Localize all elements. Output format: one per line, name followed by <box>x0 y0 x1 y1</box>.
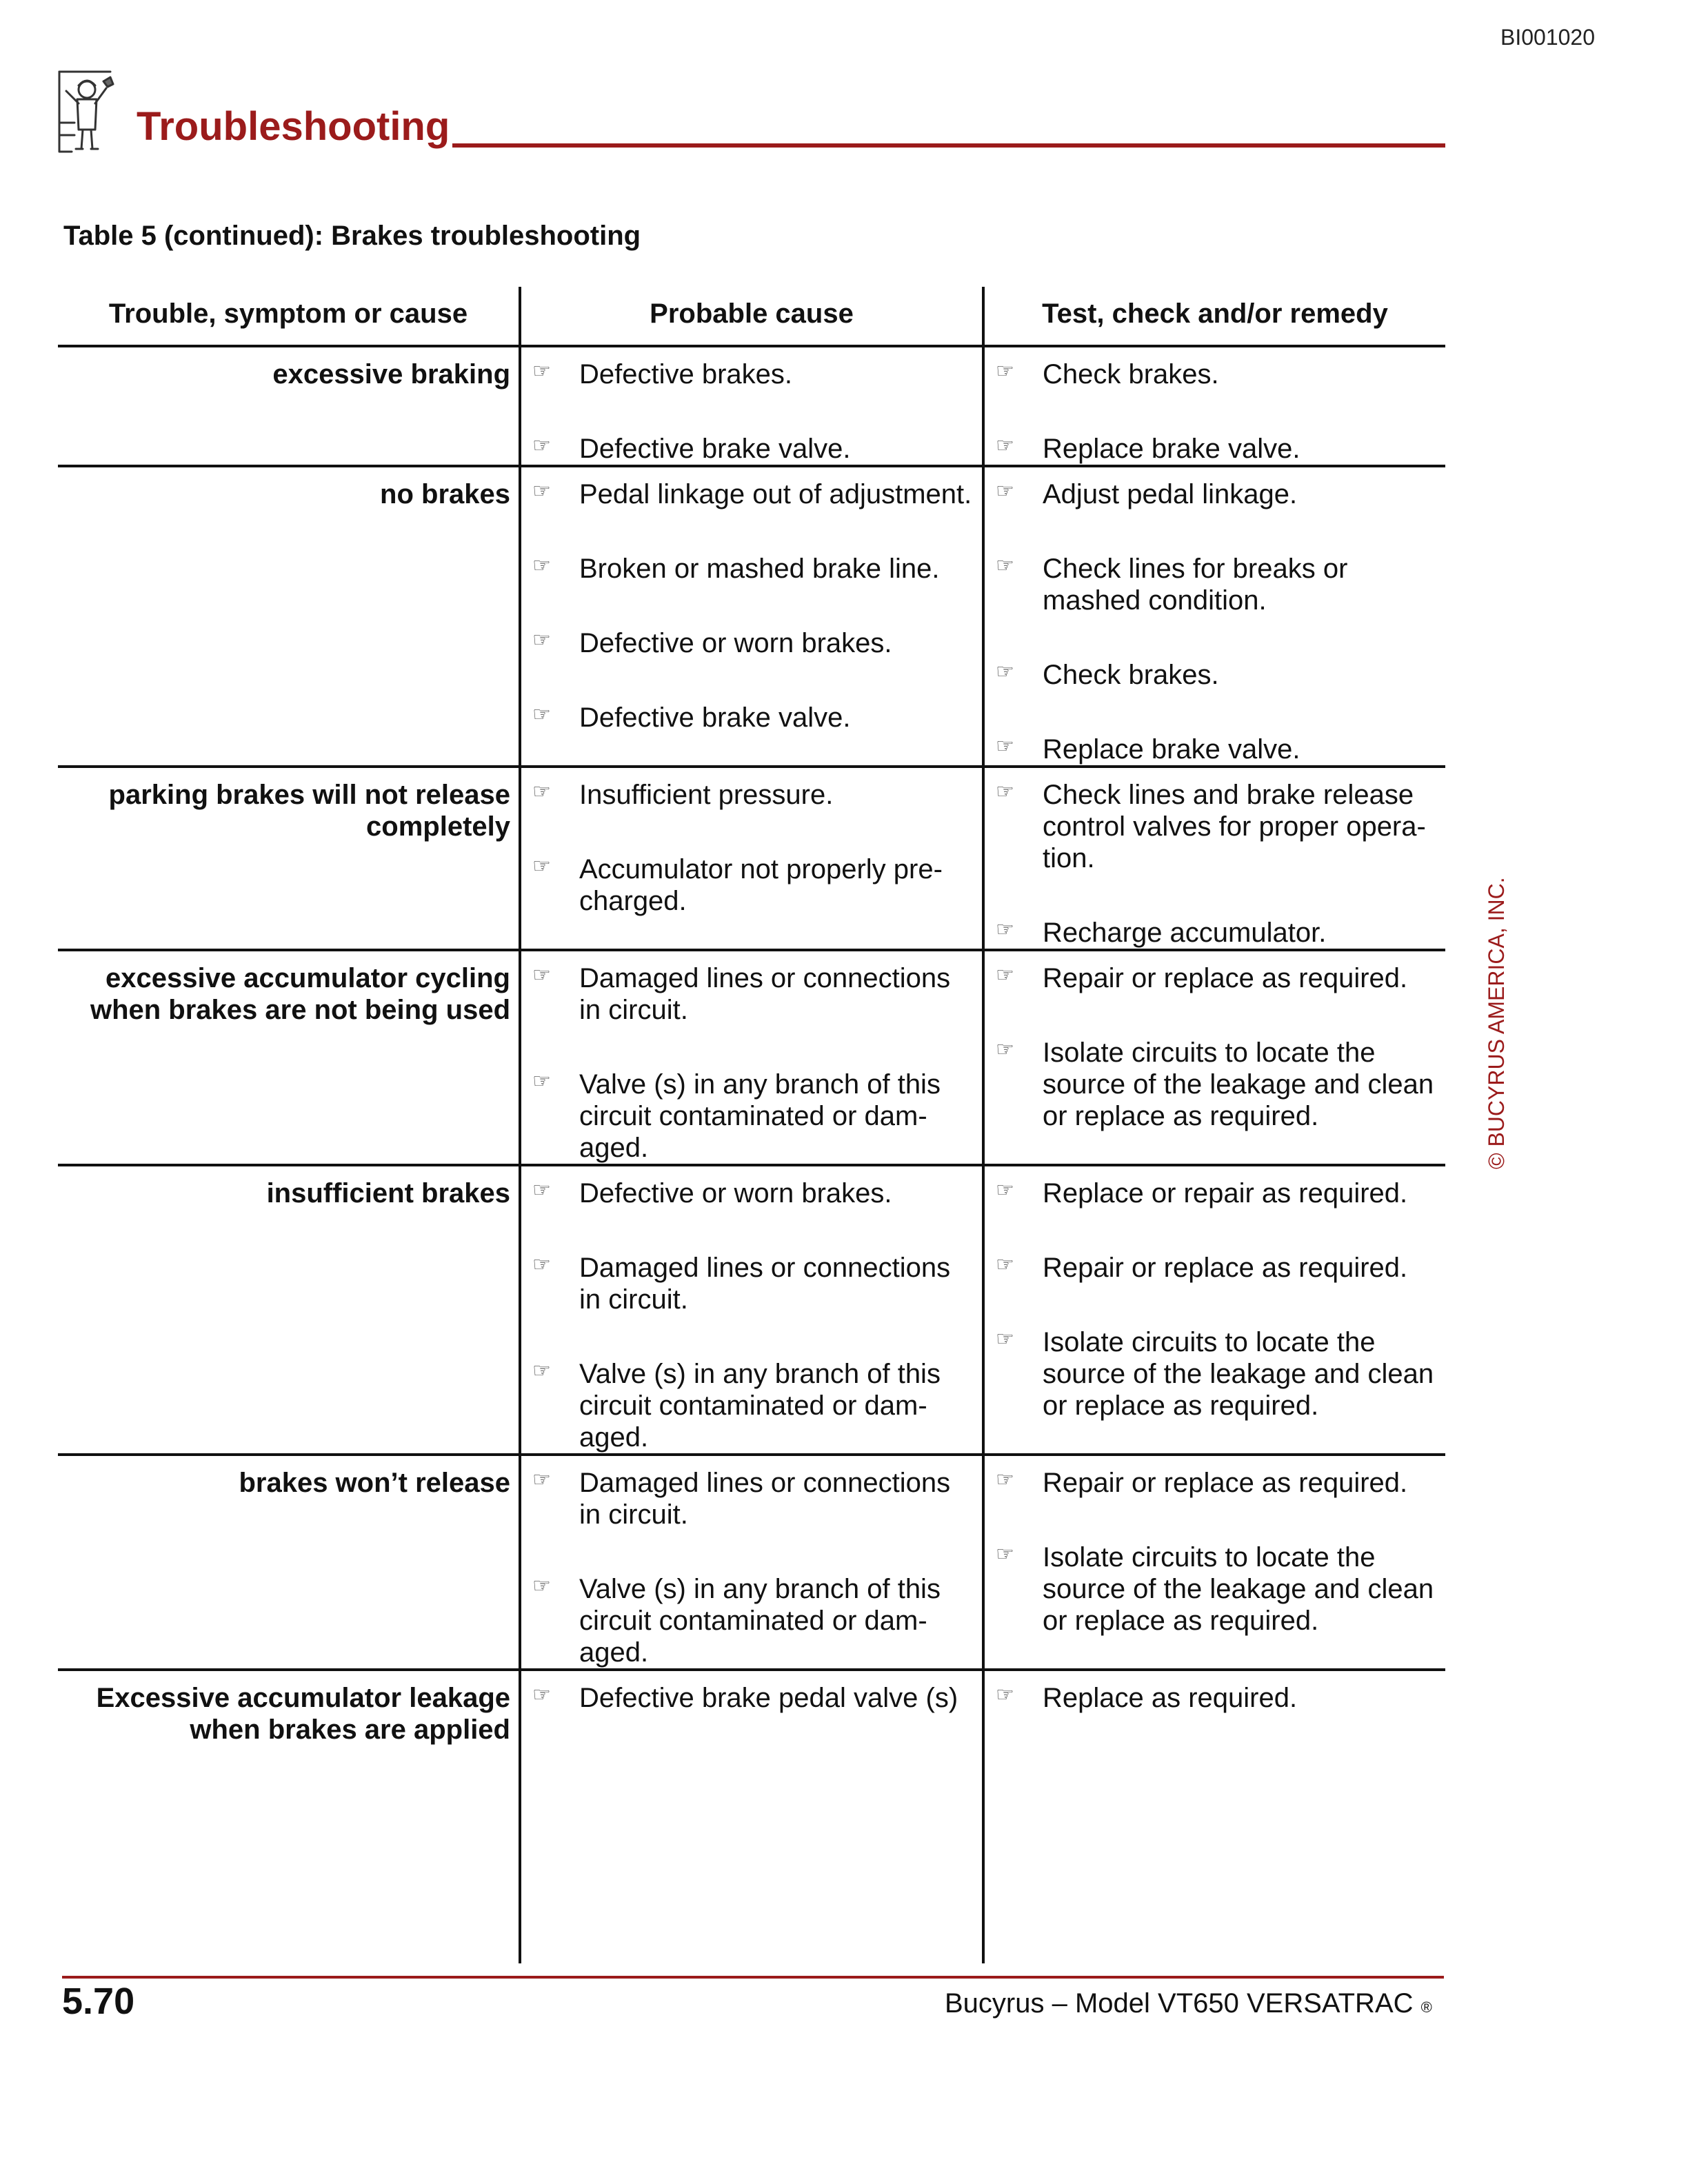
remedy-cell <box>983 1455 1445 1670</box>
remedy-text: Repair or replace as required. <box>1043 1253 1408 1283</box>
pointing-hand-icon: ☞ <box>532 1575 551 1597</box>
remedy-item <box>985 1456 1445 1499</box>
remedy-item <box>985 951 1445 994</box>
remedy-text: Adjust pedal linkage. <box>1043 479 1298 509</box>
trouble-cell: parking brakes will not release completely <box>58 767 520 950</box>
document-id: BI001020 <box>1500 25 1596 50</box>
cause-item <box>521 842 982 917</box>
remedy-text: Isolate circuits to locate the source of the leakage and clean or replace as required. <box>1043 1038 1434 1131</box>
remedy-item <box>985 347 1445 390</box>
section-title: Troubleshooting <box>137 104 450 149</box>
pointing-hand-icon: ☞ <box>996 480 1014 503</box>
cause-text: Defective brake pedal valve (s) <box>579 1683 958 1713</box>
pointing-hand-icon: ☞ <box>996 735 1014 758</box>
cause-item <box>521 1241 982 1315</box>
pointing-hand-icon: ☞ <box>996 660 1014 683</box>
table-row <box>58 1455 1445 1670</box>
table-row <box>58 1670 1445 1963</box>
trouble-cell: brakes won’t release <box>58 1455 520 1670</box>
cause-item <box>521 1562 982 1668</box>
cause-item <box>521 1456 982 1530</box>
footer-model <box>945 1988 1432 2019</box>
cause-item <box>521 467 982 510</box>
pointing-hand-icon: ☞ <box>996 918 1014 941</box>
remedy-cell <box>983 466 1445 767</box>
cause-text: Valve (s) in any branch of this circuit contaminated or dam-aged. <box>579 1069 941 1163</box>
footer-model-text: Bucyrus – Model VT650 VERSATRAC <box>945 1988 1414 2019</box>
remedy-cell <box>983 767 1445 950</box>
pointing-hand-icon: ☞ <box>532 1179 551 1202</box>
copyright-notice: © BUCYRUS AMERICA, INC. <box>1484 877 1509 1169</box>
cause-item <box>521 768 982 811</box>
table-row <box>58 466 1445 767</box>
pointing-hand-icon: ☞ <box>996 434 1014 457</box>
trouble-cell: no brakes <box>58 466 520 767</box>
pointing-hand-icon: ☞ <box>996 360 1014 383</box>
pointing-hand-icon: ☞ <box>532 629 551 651</box>
cause-item <box>521 422 982 465</box>
remedy-text: Check lines for breaks or mashed condition. <box>1043 554 1348 616</box>
pointing-hand-icon: ☞ <box>996 1468 1014 1491</box>
remedy-cell <box>983 346 1445 466</box>
remedy-text: Replace brake valve. <box>1043 734 1300 765</box>
remedy-text: Replace brake valve. <box>1043 434 1300 464</box>
cause-text: Broken or mashed brake line. <box>579 554 940 584</box>
table-header-row <box>58 287 1445 346</box>
pointing-hand-icon: ☞ <box>996 1038 1014 1061</box>
title-rule <box>452 143 1445 148</box>
trouble-cell: excessive braking <box>272 359 510 390</box>
pointing-hand-icon: ☞ <box>532 1468 551 1491</box>
cause-text: Valve (s) in any branch of this circuit contaminated or dam-aged. <box>579 1359 941 1453</box>
footer-rule <box>62 1976 1444 1979</box>
table-row <box>58 346 1445 466</box>
cause-text: Defective brake valve. <box>579 434 851 464</box>
pointing-hand-icon: ☞ <box>532 360 551 383</box>
probable-cause-cell <box>520 950 983 1165</box>
probable-cause-cell <box>520 767 983 950</box>
cause-text: Defective or worn brakes. <box>579 628 892 658</box>
trouble-cell: excessive accumulator cycling when brakes are not being used <box>58 950 520 1165</box>
pointing-hand-icon: ☞ <box>532 480 551 503</box>
pointing-hand-icon: ☞ <box>996 554 1014 577</box>
cause-text: Defective or worn brakes. <box>579 1178 892 1209</box>
pointing-hand-icon: ☞ <box>532 1359 551 1382</box>
troubleshooting-table-container <box>58 287 1445 1963</box>
cause-text: Damaged lines or connections in circuit. <box>579 963 951 1025</box>
column-header-probable-cause: Probable cause <box>520 287 983 346</box>
remedy-text: Repair or replace as required. <box>1043 963 1408 993</box>
pointing-hand-icon: ☞ <box>996 964 1014 987</box>
pointing-hand-icon: ☞ <box>532 1684 551 1706</box>
cause-item <box>521 1058 982 1164</box>
probable-cause-cell <box>520 1670 983 1963</box>
remedy-text: Replace as required. <box>1043 1683 1298 1713</box>
pointing-hand-icon: ☞ <box>532 780 551 803</box>
remedy-item <box>985 1530 1445 1637</box>
remedy-text: Repair or replace as required. <box>1043 1468 1408 1498</box>
remedy-item <box>985 467 1445 510</box>
remedy-text: Recharge accumulator. <box>1043 918 1327 948</box>
cause-text: Valve (s) in any branch of this circuit contaminated or dam-aged. <box>579 1574 941 1668</box>
cause-item <box>521 691 982 734</box>
cause-item <box>521 951 982 1026</box>
troubleshooting-table <box>58 287 1445 1963</box>
remedy-item <box>985 1026 1445 1132</box>
pointing-hand-icon: ☞ <box>532 964 551 987</box>
remedy-cell <box>983 1670 1445 1963</box>
table-body <box>58 346 1445 1963</box>
pointing-hand-icon: ☞ <box>996 780 1014 803</box>
table-row <box>58 767 1445 950</box>
pointing-hand-icon: ☞ <box>532 703 551 726</box>
probable-cause-cell <box>520 466 983 767</box>
trouble-cell: Excessive accumulator leakage when brakes are applied <box>58 1670 520 1963</box>
probable-cause-cell <box>520 1165 983 1455</box>
cause-text: Accumulator not properly pre-charged. <box>579 854 943 916</box>
pointing-hand-icon: ☞ <box>996 1684 1014 1706</box>
pointing-hand-icon: ☞ <box>532 855 551 878</box>
remedy-item <box>985 422 1445 465</box>
cause-text: Insufficient pressure. <box>579 780 834 810</box>
trouble-cell: insufficient brakes <box>58 1165 520 1455</box>
remedy-item <box>985 1241 1445 1284</box>
remedy-item <box>985 768 1445 874</box>
cause-item <box>521 1347 982 1453</box>
column-header-trouble: Trouble, symptom or cause <box>58 287 520 346</box>
remedy-item <box>985 906 1445 949</box>
pointing-hand-icon: ☞ <box>532 1070 551 1093</box>
remedy-text: Replace or repair as required. <box>1043 1178 1408 1209</box>
cause-text: Defective brakes. <box>579 359 793 390</box>
cause-item <box>521 616 982 659</box>
remedy-text: Check lines and brake release control valves for proper opera-tion. <box>1043 780 1426 873</box>
column-header-remedy: Test, check and/or remedy <box>983 287 1445 346</box>
pointing-hand-icon: ☞ <box>532 1253 551 1276</box>
cause-text: Pedal linkage out of adjustment. <box>579 479 972 509</box>
remedy-item <box>985 1166 1445 1209</box>
remedy-text: Check brakes. <box>1043 660 1219 690</box>
page-number: 5.70 <box>62 1981 135 2022</box>
table-row <box>58 1165 1445 1455</box>
cause-text: Defective brake valve. <box>579 702 851 733</box>
remedy-text: Check brakes. <box>1043 359 1219 390</box>
probable-cause-cell <box>520 1455 983 1670</box>
mechanic-with-wrench-icon <box>55 63 117 157</box>
pointing-hand-icon: ☞ <box>996 1253 1014 1276</box>
remedy-item <box>985 1315 1445 1422</box>
table-row <box>58 950 1445 1165</box>
registered-mark: ® <box>1420 1999 1432 2016</box>
probable-cause-cell <box>520 346 983 466</box>
remedy-item <box>985 1671 1445 1714</box>
table-caption: Table 5 (continued): Brakes troubleshooting <box>63 221 641 251</box>
remedy-text: Isolate circuits to locate the source of the leakage and clean or replace as required. <box>1043 1327 1434 1421</box>
cause-item <box>521 347 982 390</box>
cause-item <box>521 1166 982 1209</box>
pointing-hand-icon: ☞ <box>532 434 551 457</box>
pointing-hand-icon: ☞ <box>996 1179 1014 1202</box>
cause-item <box>521 1671 982 1714</box>
remedy-text: Isolate circuits to locate the source of the leakage and clean or replace as required. <box>1043 1542 1434 1636</box>
pointing-hand-icon: ☞ <box>532 554 551 577</box>
remedy-cell <box>983 950 1445 1165</box>
remedy-item <box>985 722 1445 765</box>
cause-text: Damaged lines or connections in circuit. <box>579 1253 951 1315</box>
remedy-item <box>985 648 1445 691</box>
pointing-hand-icon: ☞ <box>996 1328 1014 1351</box>
remedy-cell <box>983 1165 1445 1455</box>
remedy-item <box>985 542 1445 616</box>
cause-text: Damaged lines or connections in circuit. <box>579 1468 951 1530</box>
cause-item <box>521 542 982 585</box>
pointing-hand-icon: ☞ <box>996 1543 1014 1566</box>
